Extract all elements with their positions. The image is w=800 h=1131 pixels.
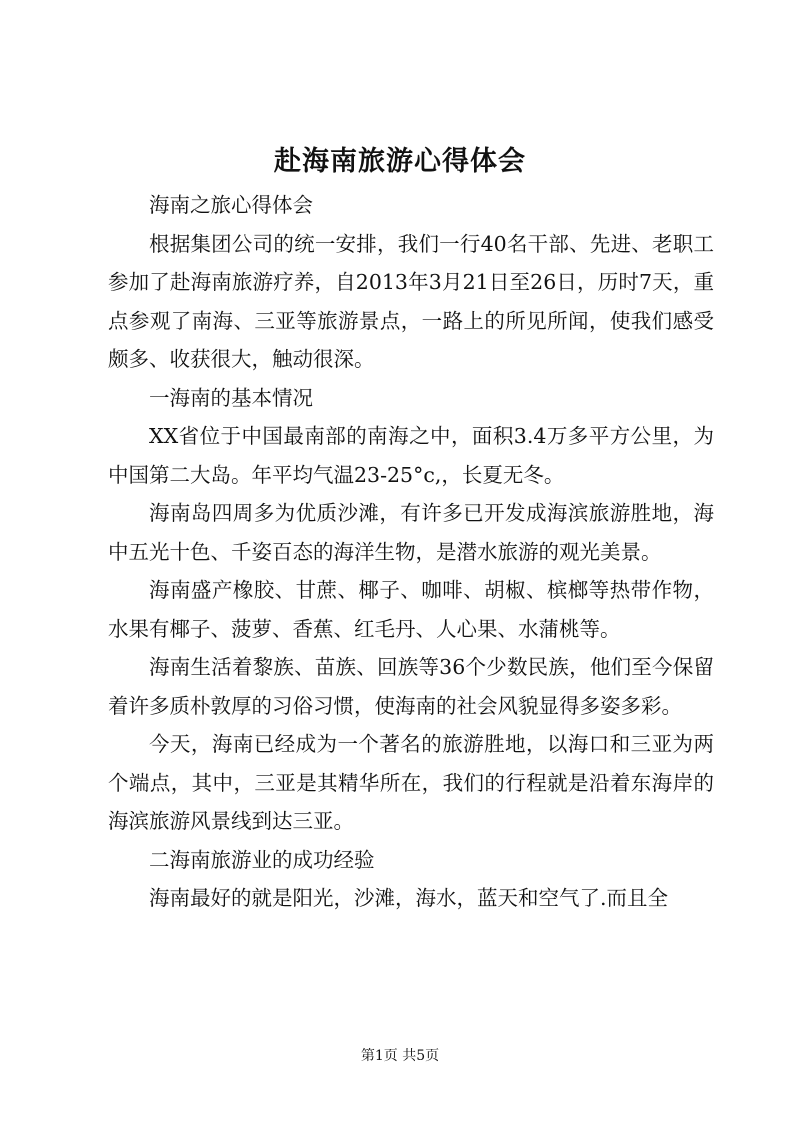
paragraph-ethnic-groups: 海南生活着黎族、苗族、回族等36个少数民族，他们至今保留着许多质朴敦厚的习俗习惯，使海南的社会风貌显得多姿多彩。	[108, 655, 714, 718]
paragraph-geography: XX省位于中国最南部的南海之中，面积3.4万多平方公里，为中国第二大岛。年平均气温23-25°c,，长夏无冬。	[108, 424, 714, 487]
paragraph-tourism: 今天，海南已经成为一个著名的旅游胜地，以海口和三亚为两个端点，其中，三亚是其精华所在，我们的行程就是沿着东海岸的海滨旅游风景线到达三亚。	[108, 732, 714, 833]
paragraph-crops: 海南盛产橡胶、甘蔗、椰子、咖啡、胡椒、槟榔等热带作物，水果有椰子、菠萝、香蕉、红毛丹、人心果、水蒲桃等。	[108, 578, 714, 641]
paragraph-intro: 根据集团公司的统一安排，我们一行40名干部、先进、老职工参加了赴海南旅游疗养，自2013年3月21日至26日，历时7天，重点参观了南海、三亚等旅游景点，一路上的所见所闻，使我们感受颇多、收获很大，触动很深。	[108, 231, 714, 371]
section-heading-basic-info: 一海南的基本情况	[149, 385, 313, 410]
document-body	[108, 186, 714, 918]
document-title: 赴海南旅游心得体会	[274, 146, 526, 177]
section-heading-success: 二海南旅游业的成功经验	[149, 847, 375, 872]
paragraph-sunshine: 海南最好的就是阳光，沙滩，海水，蓝天和空气了.而且全	[149, 886, 669, 910]
paragraph-beaches: 海南岛四周多为优质沙滩，有许多已开发成海滨旅游胜地，海中五光十色、千姿百态的海洋生物，是潜水旅游的观光美景。	[108, 501, 714, 564]
paragraph-subtitle: 海南之旅心得体会	[149, 193, 313, 217]
page-number-footer: 第1页 共5页	[360, 1048, 440, 1064]
